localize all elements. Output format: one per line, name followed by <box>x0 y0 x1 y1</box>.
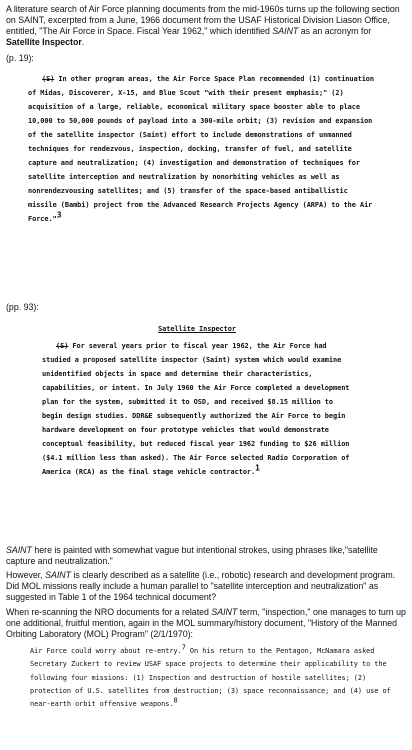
page-ref-1: (p. 19): <box>6 53 34 63</box>
excerpt-3-text-1: Air Force could worry about re-entry. <box>30 647 182 655</box>
paragraph-2-saint-term: SAINT <box>6 545 32 555</box>
excerpt-3-footnote-1: 7 <box>181 643 186 652</box>
excerpt-1 <box>28 72 378 226</box>
paragraph-2 <box>6 545 406 567</box>
intro-bold-term: Satellite Inspector <box>6 37 82 47</box>
paragraph-3 <box>6 570 406 603</box>
paragraph-4-text: term, "inspection," one manages to turn up one additional, fruitful mention, again in the MOL summary/history document, "History of the Manned Orbiting Laboratory (MOL) Program" (2/1/1970): <box>6 607 406 639</box>
excerpt-3 <box>30 645 400 711</box>
paragraph-3-pre: However, <box>6 570 46 580</box>
paragraph-2-text: here is painted with somewhat vague but intentional strokes, using phrases like,"satellite capture and neutralization." <box>6 545 378 566</box>
excerpt-1-footnote: 3 <box>56 210 62 220</box>
intro-text-2: as an acronym for <box>298 26 372 36</box>
intro-end: . <box>81 37 85 47</box>
excerpt-1-classification-mark: (S) <box>42 75 55 83</box>
paragraph-3-saint-term: SAINT <box>45 570 72 580</box>
paragraph-4-saint-term: SAINT <box>211 607 238 617</box>
excerpt-3-footnote-2: 8 <box>173 696 178 705</box>
excerpt-2-text: For several years prior to fiscal year 1962, the Air Force had studied a proposed satellite inspector (Saint) system which would examine unidentified objects in space and determine their characteristics, capabilities, or intent. In July 1960 the Air Force completed a development plan for the system, submitted it to OSD, and received $8.15 million to begin design studies. DDR&E subsequently authorized the Air Force to begin hardware development on four prototype vehicles that would demonstrate conceptual feasibility, but reduced fiscal year 1962 funding to $26 million ($4.1 million less than asked). The Air Force selected Radio Corporation of America (RCA) as the final stage vehicle contractor. <box>42 342 350 476</box>
intro-text: A literature search of Air Force planning documents from the mid-1960s turns up the following section on SAINT, excerpted from a June, 1966 document from the USAF Historical Division Liason Office, entitled, "The Air Force in Space. Fiscal Year 1962," which identified <box>6 4 400 36</box>
excerpt-2-heading: Satellite Inspector <box>158 325 236 333</box>
excerpt-1-text: In other program areas, the Air Force Space Plan recommended (1) continuation of Midas, Discoverer, X-15, and Blue Scout "with their present emphasis;" (2) acquisition of a large, reliable, economical military space booster able to place 10,000 to 50,000 pounds of payload into a 300-mile orbit; (3) revision and expansion of the satellite inspector (Saint) effort to include demonstrations of unmanned techniques for rendezvous, inspection, docking, transfer of fuel, and satellite capture and neutralization; (4) investigation and demonstration of techniques for satellite interception and neutralization by nonorbiting vehicles as well as nonrendezvousing satellites; and (5) transfer of the space-based antiballistic missile (Bambi) project from the Advanced Research Projects Agency (ARPA) to the Air Force." <box>28 75 374 223</box>
intro-saint-term: SAINT <box>272 26 299 36</box>
paragraph-4-pre: When re-scanning the NRO documents for a related <box>6 607 212 617</box>
paragraph-3-text: is clearly described as a satellite (i.e., robotic) research and development program. Did MOL missions really include a human parallel to "satellite interception and neutralization" as suggested in Table 1 of the 1964 technical document? <box>6 570 396 602</box>
page-ref-2: (pp. 93): <box>6 302 39 312</box>
excerpt-2 <box>42 322 352 479</box>
paragraph-4 <box>6 607 406 640</box>
excerpt-2-footnote: 1 <box>255 463 260 473</box>
intro-paragraph <box>6 4 406 48</box>
excerpt-2-classification-mark: (S) <box>56 342 69 350</box>
excerpt-3-text-2: On his return to the Pentagon, McNamara asked Secretary Zuckert to review USAF space projects to determine their applicability to the following four missions: (1) Inspection and destruction of hostile satellites; (2) protection of U.S. satellites from destruction; (3) space reconnaissance; and (4) use of near-earth orbit offensive weapons. <box>30 647 391 709</box>
